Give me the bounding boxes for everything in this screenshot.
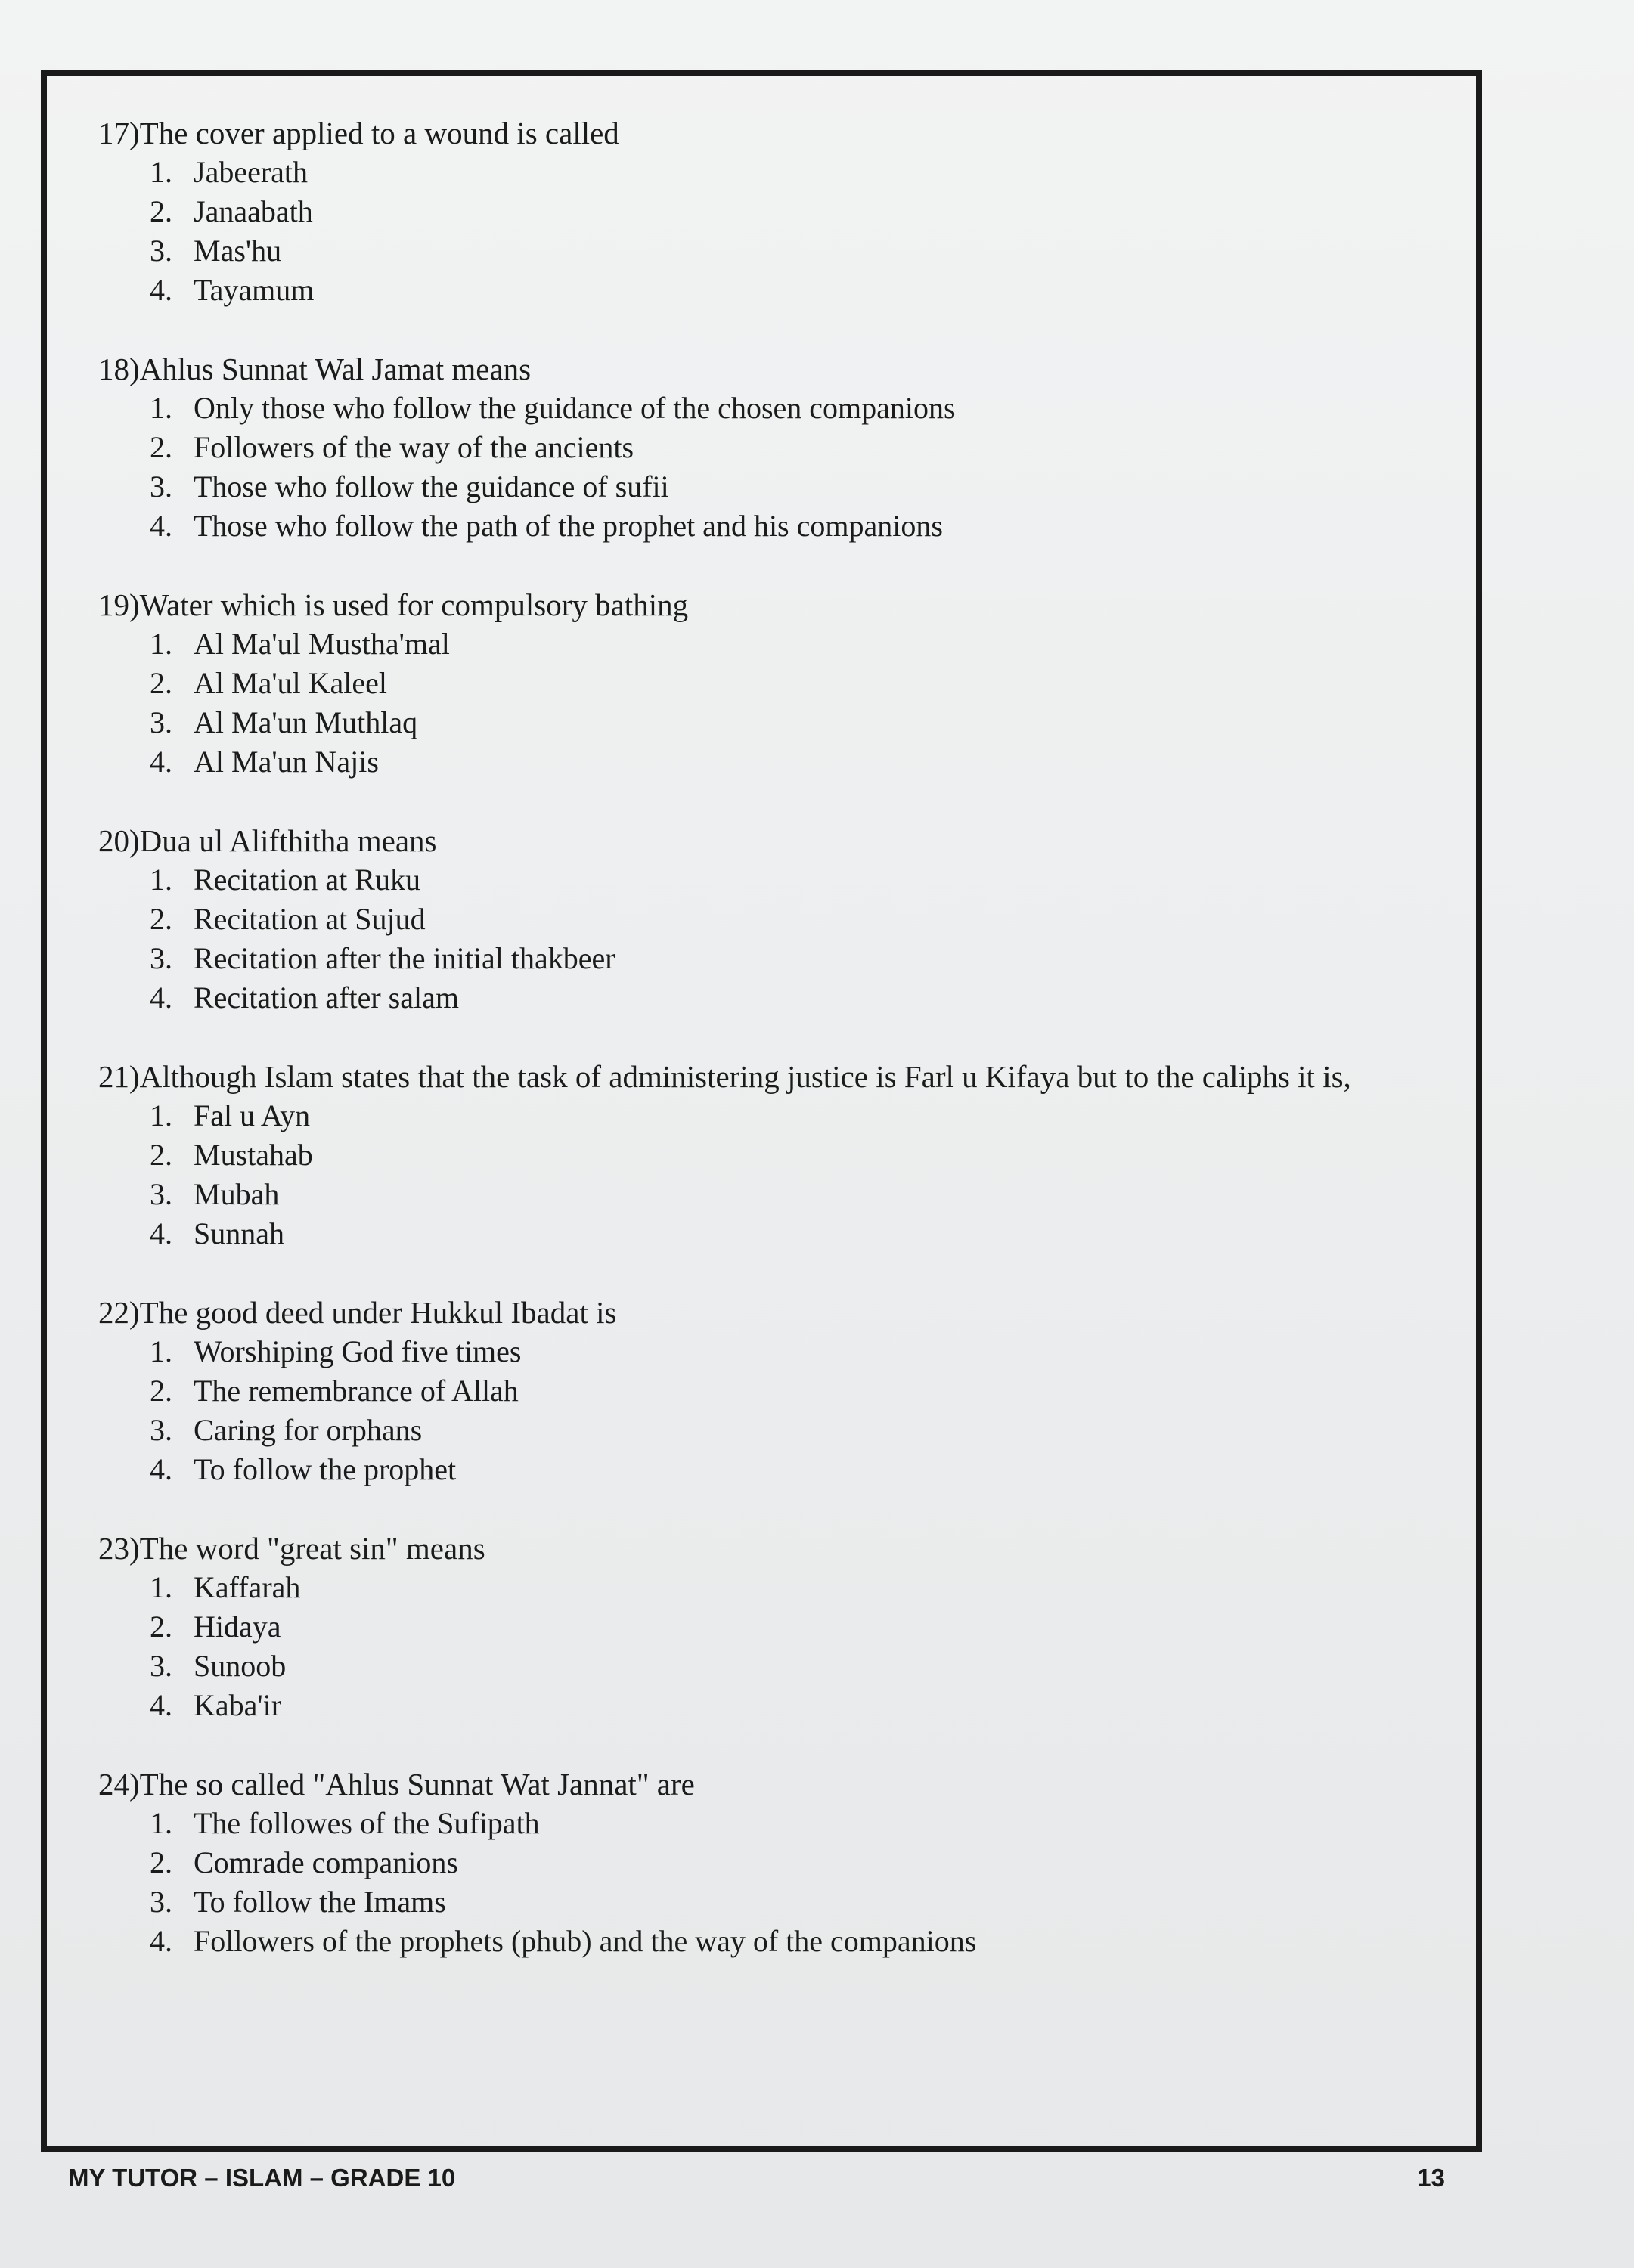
option-text: Kaba'ir [194,1688,282,1722]
option-text: Al Ma'ul Mustha'mal [194,627,450,661]
option-number: 2. [150,1610,172,1644]
question-block [98,1293,1452,1489]
option-text: Comrade companions [194,1845,458,1879]
option-number: 2. [150,1138,172,1172]
question-text: Dua ul Alifthitha means [139,823,437,858]
option-item [150,467,1452,507]
question-text: The good deed under Hukkul Ibadat is [139,1295,617,1330]
option-item [150,231,1452,271]
option-item [150,389,1452,428]
question-stem [98,1293,1452,1332]
option-number: 4. [150,509,172,543]
option-item [150,1175,1452,1214]
question-number: 24) [98,1767,140,1802]
option-text: Al Ma'ul Kaleel [194,666,388,700]
option-item [150,1882,1452,1922]
option-number: 1. [150,1806,172,1840]
option-item [150,742,1452,782]
option-text: Tayamum [194,273,315,307]
option-number: 3. [150,941,172,975]
option-item [150,939,1452,978]
option-item [150,1214,1452,1253]
option-text: The remembrance of Allah [194,1374,519,1408]
option-number: 3. [150,1885,172,1919]
option-text: Mas'hu [194,234,282,268]
option-number: 4. [150,1924,172,1958]
question-stem [98,1765,1452,1804]
option-text: Kaffarah [194,1570,301,1604]
option-text: Recitation at Sujud [194,902,426,936]
option-item [150,1096,1452,1136]
question-text: Ahlus Sunnat Wal Jamat means [139,352,532,386]
option-text: To follow the Imams [194,1885,446,1919]
option-list [98,860,1452,1018]
option-text: Hidaya [194,1610,281,1644]
option-item [150,507,1452,546]
option-text: Followers of the prophets (phub) and the way of the companions [194,1924,977,1958]
question-text: Although Islam states that the task of administering justice is Farl u Kifaya but to the caliphs it is, [139,1059,1351,1094]
option-number: 2. [150,194,172,228]
question-text: The so called "Ahlus Sunnat Wat Jannat" are [139,1767,695,1802]
question-number: 21) [98,1059,140,1094]
option-number: 3. [150,1413,172,1447]
option-list [98,1332,1452,1489]
option-text: Recitation after salam [194,981,459,1015]
option-text: The followes of the Sufipath [194,1806,540,1840]
option-number: 4. [150,1688,172,1722]
question-stem [98,585,1452,624]
option-number: 1. [150,627,172,661]
question-text: Water which is used for compulsory bathing [139,587,689,622]
option-item [150,271,1452,310]
option-text: Al Ma'un Muthlaq [194,705,418,739]
option-text: Those who follow the guidance of sufii [194,469,669,503]
question-number: 18) [98,352,140,386]
question-number: 23) [98,1531,140,1566]
option-text: Sunnah [194,1216,284,1250]
option-list [98,624,1452,782]
question-block [98,349,1452,546]
option-number: 1. [150,1570,172,1604]
option-item [150,1843,1452,1882]
option-text: Only those who follow the guidance of the chosen companions [194,391,956,425]
footer-title: MY TUTOR – ISLAM – GRADE 10 [68,2164,456,2192]
option-text: Jabeerath [194,155,309,189]
page-number: 13 [1417,2164,1445,2192]
option-number: 2. [150,430,172,464]
option-number: 1. [150,863,172,897]
question-stem [98,1057,1452,1096]
option-item [150,1647,1452,1686]
option-text: Followers of the way of the ancients [194,430,634,464]
option-item [150,703,1452,742]
option-number: 4. [150,1216,172,1250]
option-item [150,1686,1452,1725]
option-number: 3. [150,469,172,503]
option-list [98,1804,1452,1961]
option-list [98,1096,1452,1253]
option-text: Janaabath [194,194,313,228]
question-stem [98,113,1452,153]
option-number: 4. [150,273,172,307]
option-number: 3. [150,705,172,739]
option-list [98,153,1452,310]
question-stem [98,349,1452,389]
option-item [150,1568,1452,1607]
option-item [150,153,1452,192]
option-number: 4. [150,1452,172,1486]
option-item [150,192,1452,231]
option-text: To follow the prophet [194,1452,457,1486]
question-list [98,113,1452,2000]
option-item [150,900,1452,939]
option-item [150,664,1452,703]
option-text: Recitation after the initial thakbeer [194,941,615,975]
option-item [150,1804,1452,1843]
option-item [150,1332,1452,1371]
option-text: Sunoob [194,1649,287,1683]
option-item [150,1136,1452,1175]
question-block [98,113,1452,310]
option-item [150,1922,1452,1961]
option-list [98,1568,1452,1725]
option-text: Caring for orphans [194,1413,423,1447]
option-number: 3. [150,1177,172,1211]
option-text: Mustahab [194,1138,313,1172]
question-number: 17) [98,116,140,150]
question-text: The word "great sin" means [139,1531,485,1566]
option-number: 1. [150,1334,172,1368]
option-item [150,1371,1452,1411]
question-text: The cover applied to a wound is called [139,116,619,150]
option-number: 2. [150,1845,172,1879]
option-text: Mubah [194,1177,280,1211]
question-number: 20) [98,823,140,858]
option-text: Al Ma'un Najis [194,745,379,779]
option-number: 2. [150,666,172,700]
option-number: 1. [150,391,172,425]
option-number: 1. [150,1098,172,1132]
question-stem [98,821,1452,860]
option-item [150,1450,1452,1489]
option-list [98,389,1452,546]
page-footer [68,2164,1445,2192]
question-block [98,1529,1452,1725]
option-number: 3. [150,234,172,268]
option-text: Those who follow the path of the prophet and his companions [194,509,943,543]
question-number: 19) [98,587,140,622]
option-number: 2. [150,1374,172,1408]
option-number: 4. [150,745,172,779]
option-number: 1. [150,155,172,189]
question-stem [98,1529,1452,1568]
question-number: 22) [98,1295,140,1330]
option-text: Worshiping God five times [194,1334,522,1368]
question-block [98,585,1452,782]
option-text: Recitation at Ruku [194,863,420,897]
question-block [98,1057,1452,1253]
option-item [150,1607,1452,1647]
option-text: Fal u Ayn [194,1098,311,1132]
option-item [150,1411,1452,1450]
option-number: 2. [150,902,172,936]
question-block [98,1765,1452,1961]
option-item [150,860,1452,900]
option-item [150,624,1452,664]
option-number: 4. [150,981,172,1015]
question-block [98,821,1452,1018]
option-item [150,978,1452,1018]
option-number: 3. [150,1649,172,1683]
option-item [150,428,1452,467]
